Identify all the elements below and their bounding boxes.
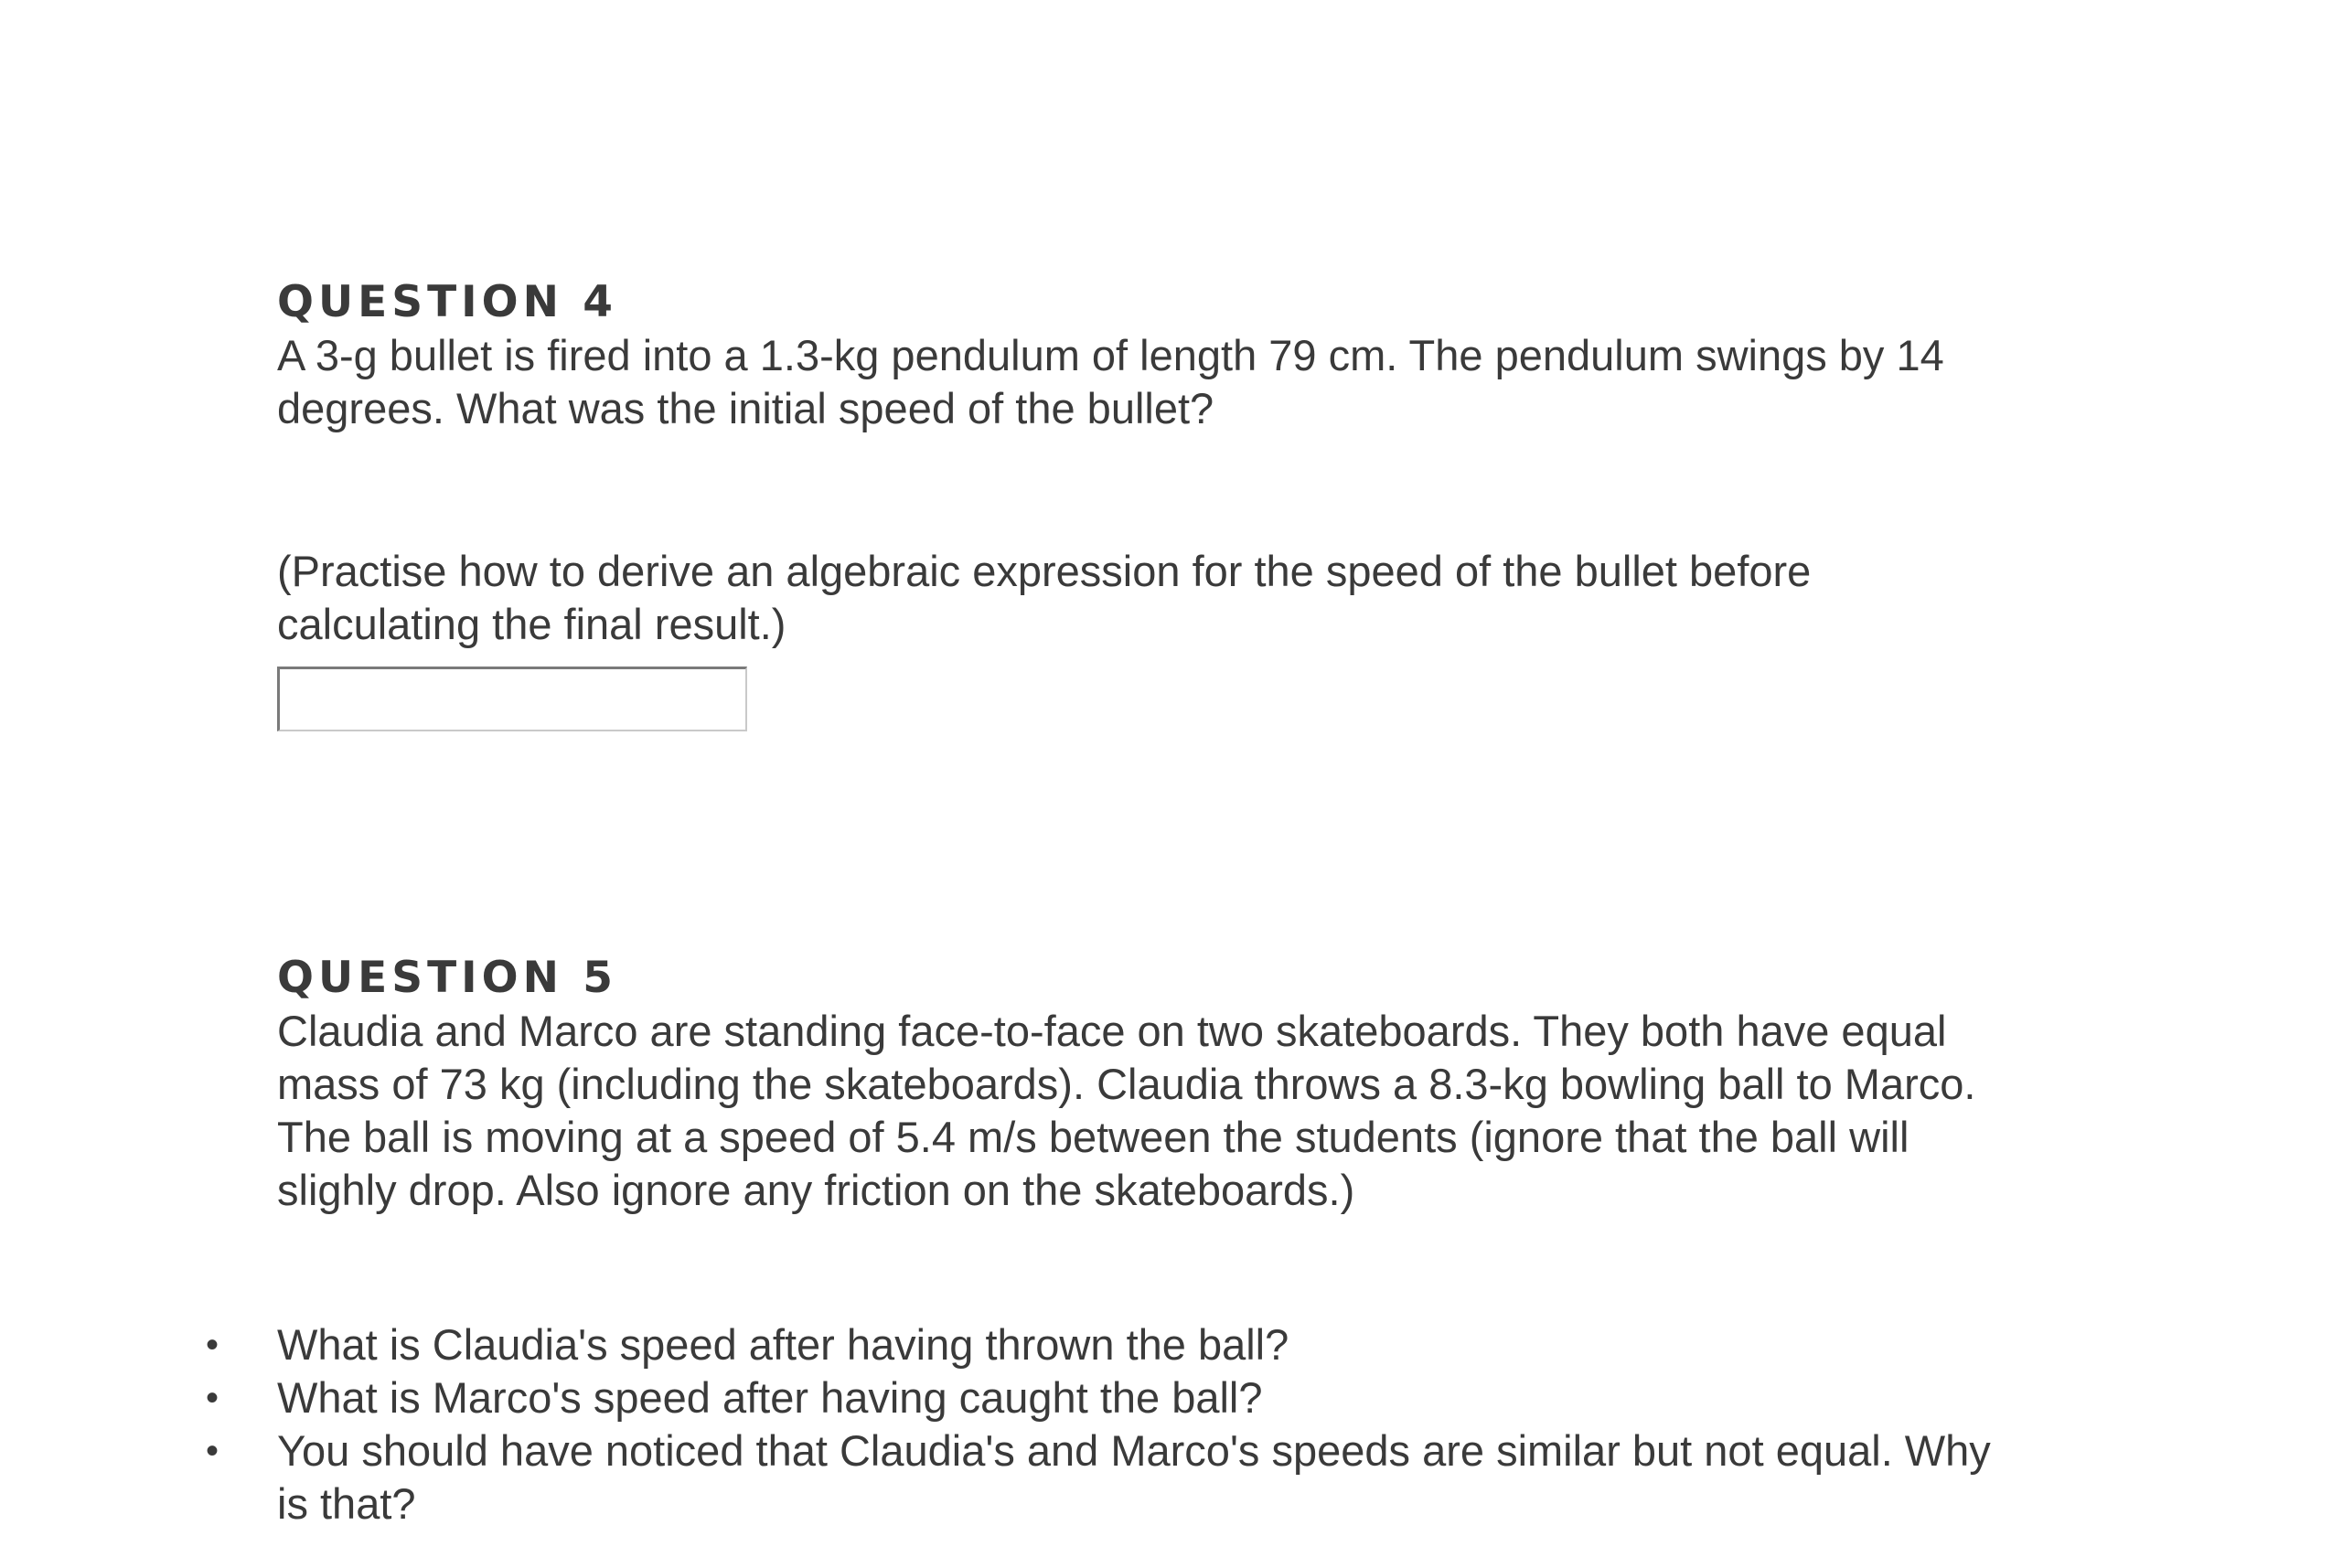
list-item [206,1318,2106,1371]
question-4-heading: QUESTION 4 [277,277,617,327]
bullet-icon: • [206,1378,219,1418]
bullet-icon: • [206,1431,219,1471]
question-5-paragraph-1: Claudia and Marco are standing face-to-face on two skateboards. They both have equal mass of 73 kg (including the skateboards). Claudia throws a 8.3-kg bowling ball to Marco. [277,1007,1976,1108]
question-5-paragraph-2: The ball is moving at a speed of 5.4 m/s between the students (ignore that the ball will slighly drop. Also ignore any friction on the skateboards.) [277,1113,1909,1214]
question-4-answer-input[interactable] [277,667,747,731]
list-item [206,1424,2015,1531]
list-item-text: What is Claudia's speed after having thrown the ball? [277,1320,1289,1369]
list-item [206,1371,2106,1424]
question-5-bullet-list [206,1318,2106,1531]
bullet-icon: • [206,1325,219,1365]
question-4-text: A 3-g bullet is fired into a 1.3-kg pendulum of length 79 cm. The pendulum swings by 14 degrees. What was the initial speed of the bullet? [277,331,1944,432]
question-4-hint: (Practise how to derive an algebraic expression for the speed of the bullet before calculating the final result.) [277,547,1812,648]
question-4 [277,276,2106,435]
question-5-heading: QUESTION 5 [277,953,617,1003]
list-item-text: You should have noticed that Claudia's and Marco's speeds are similar but not equal. Why is that? [277,1426,1991,1528]
question-5 [277,952,2106,1217]
list-item-text: What is Marco's speed after having caught the ball? [277,1373,1263,1422]
